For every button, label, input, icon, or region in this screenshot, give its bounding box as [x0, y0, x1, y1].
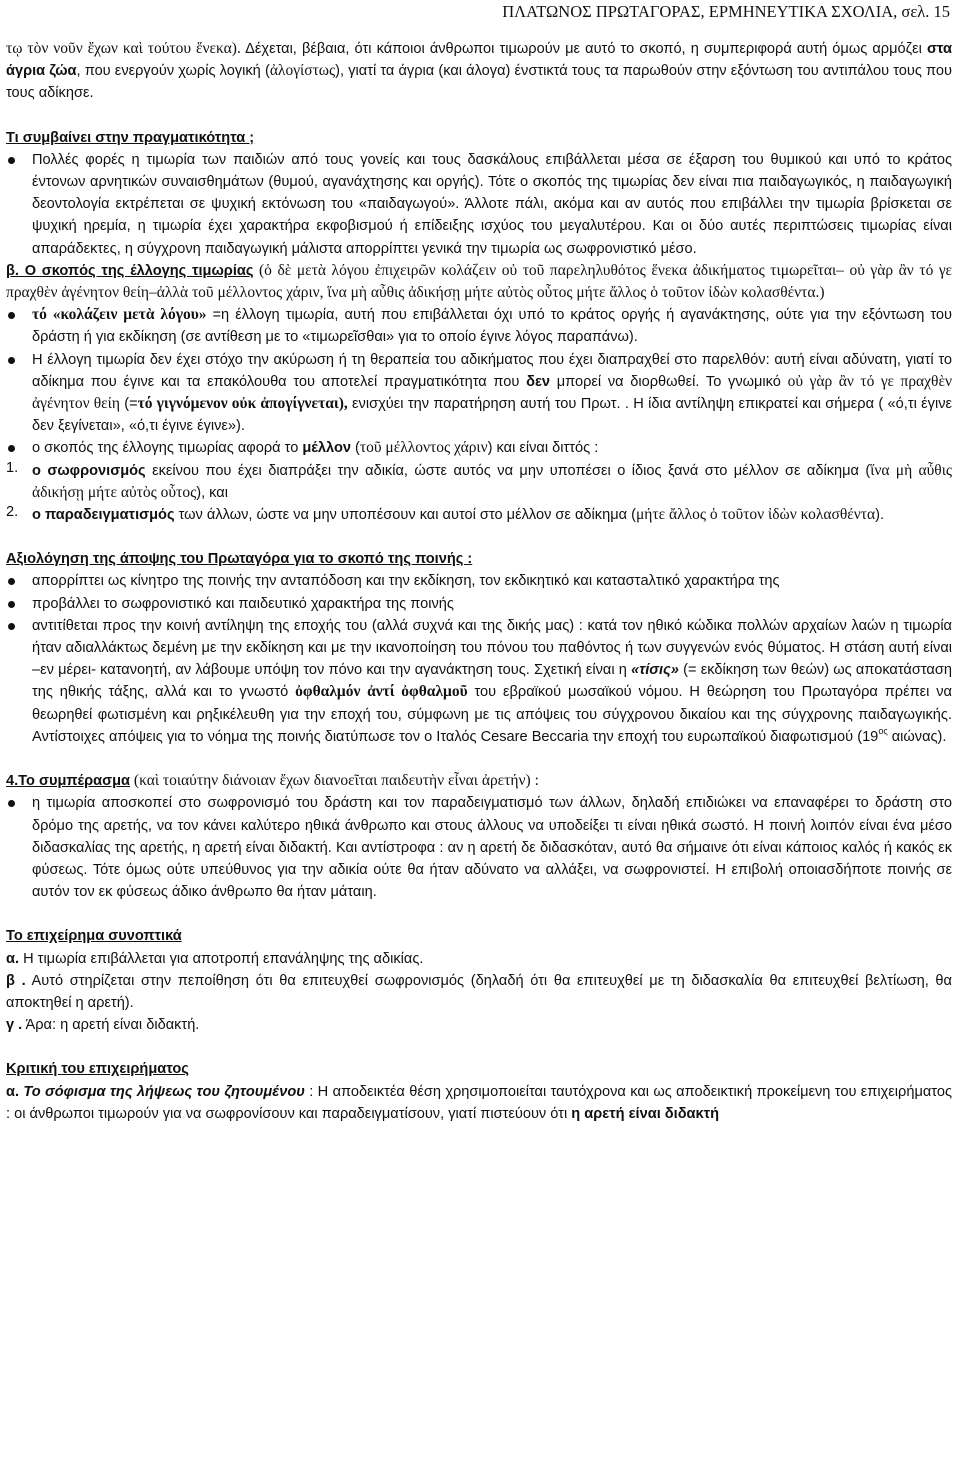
- emphasis: ὀφθαλμόν ἀντί ὀφθαλμοῦ: [295, 683, 468, 701]
- bullet-icon: [8, 445, 15, 452]
- section-heading-reality: Τι συμβαίνει στην πραγματικότητα ;: [6, 129, 255, 146]
- item-number: 1.: [6, 459, 19, 476]
- emphasis: μέλλον: [302, 440, 351, 457]
- text: ενισχύει την παρατήρηση αυτή του Πρωτ. . Η ίδια αντίληψη επικρατεί και σήμερα ( «ό,τι έγινε δεν ξεγίνεται», «ό,τι έγινε έγινε»).: [32, 396, 952, 435]
- list-item: [6, 593, 952, 615]
- text: Δέχεται, βέβαια, ότι κάποιοι άνθρωποι τιμωρούν με αυτό το σκοπό, η συμπεριφορά αυτή όμως αρμόζει: [240, 41, 927, 57]
- list-item-text: προβάλλει το σωφρονιστικό και παιδευτικό χαρακτήρα της ποινής: [32, 595, 454, 612]
- text: Άρα: η αρετή είναι διδακτή.: [22, 1017, 200, 1034]
- bullet-icon: [8, 157, 15, 164]
- list-item: [6, 437, 952, 459]
- item-number: 2.: [6, 504, 19, 521]
- intro-paragraph: [6, 38, 952, 105]
- bullet-icon: [8, 312, 15, 319]
- emphasis: ο σωφρονισμός: [32, 462, 146, 479]
- emphasis: «τίσις»: [631, 662, 679, 679]
- beta-paragraph: [6, 260, 952, 304]
- greek-quote: ἀλογίστως: [269, 62, 336, 80]
- emphasis: η αρετή είναι διδακτή: [571, 1105, 720, 1122]
- emphasis: ο παραδειγματισμός: [32, 507, 175, 524]
- text: ) και είναι διττός :: [487, 440, 599, 457]
- section-heading-critique: Κριτική του επιχειρήματος: [6, 1061, 189, 1078]
- document-body: [6, 38, 952, 1125]
- bullet-icon: [8, 601, 15, 608]
- list-item-text: [32, 349, 952, 438]
- text: αιώνας).: [887, 728, 947, 745]
- list-item-text: απορρίπτει ως κίνητρο της ποινής την ανταπόδοση και την εκδίκηση, τον εκδικητικό και καταστaλτικό χαρακτήρα της: [32, 573, 780, 590]
- numbered-item-text: [32, 504, 952, 526]
- numbered-item: [6, 504, 952, 526]
- text: Η τιμωρία επιβάλλεται για αποτροπή επανάληψης της αδικίας.: [19, 950, 424, 967]
- section-heading-conclusion: 4.Το συμπέρασμα: [6, 773, 131, 790]
- numbered-item: [6, 460, 952, 504]
- summary-line: [6, 970, 952, 1014]
- text: εκείνου που έχει διαπράξει την αδικία, ώστε αυτός να μην υποπέσει ο ίδιος ξανά στο μέλλον σε αδίκημα (: [145, 462, 871, 479]
- conclusion-heading: [6, 770, 952, 792]
- list-item: [6, 615, 952, 748]
- text: των άλλων, ώστε να μην υποπέσουν και αυτοί στο μέλλον σε αδίκημα (: [174, 507, 636, 524]
- critique-paragraph: [6, 1081, 952, 1125]
- summary-label: γ .: [6, 1017, 23, 1034]
- greek-quote: ἵνα μὴ αὖθις ἀδικήσῃ μήτε αὐτὸς οὗτος: [32, 461, 953, 501]
- emphasis: στα άγρια ζώα: [6, 41, 952, 80]
- section-heading-evaluation: Αξιολόγηση της άποψης του Πρωταγόρα για το σκοπό της ποινής :: [6, 551, 473, 568]
- list-item: [6, 304, 952, 348]
- emphasis: Το σόφισμα της λήψεως του ζητουμένου: [19, 1083, 305, 1100]
- text: =η έλλογη τιμωρία, αυτή που επιβάλλεται όχι υπό το κράτος οργής ή αγανάκτησης, ούτε για την εξόντωση του δράστη ή για εκδίκηση (σε αντίθεση με το «τιμωρεῖσθαι» για το οποίο έγινε λόγος παραπάνω).: [32, 307, 953, 346]
- text: (: [350, 440, 360, 457]
- greek-quote: (ὁ δὲ μετὰ λόγου ἐπιχειρῶν κολάζειν οὐ τοῦ παρεληλυθότος ἕνεκα ἀδικήματος τιμωρεῖται– οὐ γὰρ ἂν τό γε πραχθὲν ἀγένητον θείη–ἀλλὰ τοῦ μέλλοντος χάριν, ἵνα μὴ αὖθις ἀδικήσῃ μήτε αὐτὸς οὗτος μήτε ἄλλος ὁ τοῦτον ἰδὼν κολασθέντα.): [6, 261, 952, 302]
- text: : Η αποδεικτέα θέση χρησιμοποιείται ταυτόχρονα και ως αποδεικτική προκείμενη του επιχειρήματος : οι άνθρωποι τιμωρούν για να σωφρονίσουν και παραδειγματίσουν, γιατί πιστεύουν ότι: [6, 1083, 953, 1122]
- text: Αυτό στηρίζεται στην πεποίθηση ότι θα επιτευχθεί σωφρονισμός (δηλαδή ότι θα επιτευχθεί με τη διδασκαλία θα επιτευχθεί βελτίωση, θα αποκτηθεί η αρετή).: [6, 972, 952, 1011]
- text: μπορεί να διορθωθεί. Το γνωμικό: [550, 373, 788, 390]
- greek-quote: (καὶ τοιαύτην διάνοιαν ἔχων διανοεῖται παιδευτὴν εἶναι ἀρετήν) :: [130, 772, 539, 790]
- list-item-text: η τιμωρία αποσκοπεί στο σωφρονισμό του δράστη και τον παραδειγματισμό των άλλων, δηλαδή επιδιώκει να επαναφέρει το δράστη στο δρόμο της αρετής, να τον κάνει καλύτερο ηθικά άνθρωπο και στους άλλους να υποδείξει τι είναι ηθικά σωστό. Η ποινή λοιπόν είναι ένα μέσο διδασκαλίας της αρετής, η αρετή είναι διδακτή. Και αντίστροφα : αν η αρετή δε διδασκόταν, αυτό θα σήμαινε ότι είναι κάποιος καλός ή κακός εκ φύσεως. Τότε όμως ούτε υπεύθυνος για την αδικία ούτε θα ήταν αδύνατο να αλλάξει, να σωφρονιστεί. Η επιβολή οποιασδήποτε ποινής σε αυτόν τον εκ φύσεως άδικο άνθρωπο θα ήταν μάταιη.: [32, 795, 952, 901]
- numbered-item-text: [32, 460, 952, 504]
- list-item: [6, 349, 952, 438]
- greek-quote: τοῦ μέλλοντος χάριν: [359, 439, 488, 457]
- section-heading-beta: β. Ο σκοπός της έλλογης τιμωρίας: [6, 262, 254, 279]
- summary-label: α.: [6, 950, 20, 967]
- text: Η έλλογη τιμωρία δεν έχει στόχο την ακύρωση ή τη θεραπεία του αδικήματος που έχει διαπραχθεί στο παρελθόν: αυτή είναι αδύνατη, γιατί το αδίκημα που έγινε και τα επακόλουθα του αποτελεί πραγματικότητα που: [32, 351, 952, 390]
- bullet-icon: [8, 357, 15, 364]
- text: ο σκοπός της έλλογης τιμωρίας αφορά το: [32, 440, 303, 457]
- greek-quote: μήτε ἄλλος ὁ τοῦτον ἰδὼν κολασθέντα: [635, 506, 876, 524]
- emphasis: τό γιγνόμενον οὐκ ἀπογίγνεται),: [137, 395, 348, 413]
- text: ), και: [196, 484, 228, 501]
- critique-label: α.: [6, 1083, 20, 1100]
- greek-quote: οὐ γὰρ ἂν τό γε πραχθὲν ἀγένητον θείη: [32, 372, 952, 413]
- bullet-icon: [8, 623, 15, 630]
- list-item-text: [32, 437, 952, 459]
- bullet-icon: [8, 578, 15, 585]
- text: (= εκδίκηση των θεών) ως αποκατάσταση της ηθικής τάξης, αλλά και το γνωστό: [32, 662, 952, 701]
- summary-label: β .: [6, 972, 26, 989]
- summary-line: [6, 1014, 952, 1036]
- page-header: ΠΛΑΤΩΝΟΣ ΠΡΩΤΑΓΟΡΑΣ, ΕΡΜΗΝΕΥΤΙΚΑ ΣΧΟΛΙΑ, σελ. 15: [502, 2, 950, 21]
- text: αντιτίθεται προς την κοινή αντίληψη της εποχής του (αλλά συχνά και της δικής μας) : κατά τον ηθικό κώδικα πολλών αρχαίων λαών η τιμωρία ήταν αδιαλλάκτως δεμένη με την εκδίκηση και με την ικανοποίηση του πόνου του παθόντος ή των συγγενών ενός θύματος. Η στάση αυτή είναι –εν μέρει- κατανοητή, αν λάβουμε υπόψη τον πόνο και την αγανάκτηση τους. Σχετική είναι η: [32, 617, 952, 679]
- section-heading-summary: Το επιχείρημα συνοπτικά: [6, 928, 182, 945]
- list-item-text: Πολλές φορές η τιμωρία των παιδιών από τους γονείς και τους δασκάλους επιβάλλεται μέσα σε έξαρση του θυμικού και υπό το κράτος έντονων αρνητικών συναισθημάτων (θυμού, αγανάχτησης και οργής). Τότε ο σκοπός της τιμωρίας δεν είναι πια παιδαγωγικός, η παιδαγωγική δεοντολογία εκτρέπεται σε ψυχική εκτόνωση του «παιδαγωγού». Άλλοτε πάλι, ακόμα και αν αυτός που επιβάλλει την τιμωρία βρίσκεται σε ψυχική ηρεμία, η τιμωρία έχει χαρακτήρα εκφοβισμού ή επίδειξης ισχύος του μεγαλυτέρου. Και οι δύο αυτές περιπτώσεις τιμωρίας είναι απαράδεκτες, η σύγχρονη παιδαγωγική μάλιστα απορρίπτει γενικά την τιμωρία ως σωφρονιστικό μέσο.: [32, 151, 952, 257]
- text: , που ενεργούν χωρίς λογική (: [76, 63, 270, 80]
- emphasis: τό «κολάζειν μετὰ λόγου»: [32, 306, 207, 324]
- summary-line: [6, 948, 952, 970]
- list-item: [6, 149, 952, 260]
- text: του εβραϊκού μωσαϊκού νόμου. Η θεώρηση του Πρωταγόρα πρέπει να θεωρηθεί φωτισμένη και ρηξικέλευθη για την εποχή του, σύμφωνη με τις απόψεις του σύγχρονου δικαίου και της σύγχρονης παιδαγωγικής. Αντίστοιχες απόψεις για το νόημα της ποινής διατύπωσε τον ο Ιταλός Cesare Beccaria την εποχή του ευρωπαϊκού διαφωτισμού (19: [32, 684, 952, 745]
- list-item: [6, 570, 952, 592]
- list-item: [6, 792, 952, 903]
- text: (=: [119, 396, 138, 413]
- superscript: ος: [878, 725, 888, 736]
- text: ).: [875, 507, 885, 524]
- bullet-icon: [8, 800, 15, 807]
- emphasis: δεν: [526, 373, 550, 390]
- greek-quote: τῳ τὸν νοῦν ἔχων καὶ τούτου ἕνεκα).: [6, 40, 241, 57]
- list-item-text: [32, 615, 952, 748]
- list-item-text: [32, 304, 952, 348]
- text: ), γιατί τα άγρια (και άλογα) ένστικτά τους τα παρωθούν στην εξόντωση του αντιπάλου τους που τους αδίκησε.: [6, 63, 952, 102]
